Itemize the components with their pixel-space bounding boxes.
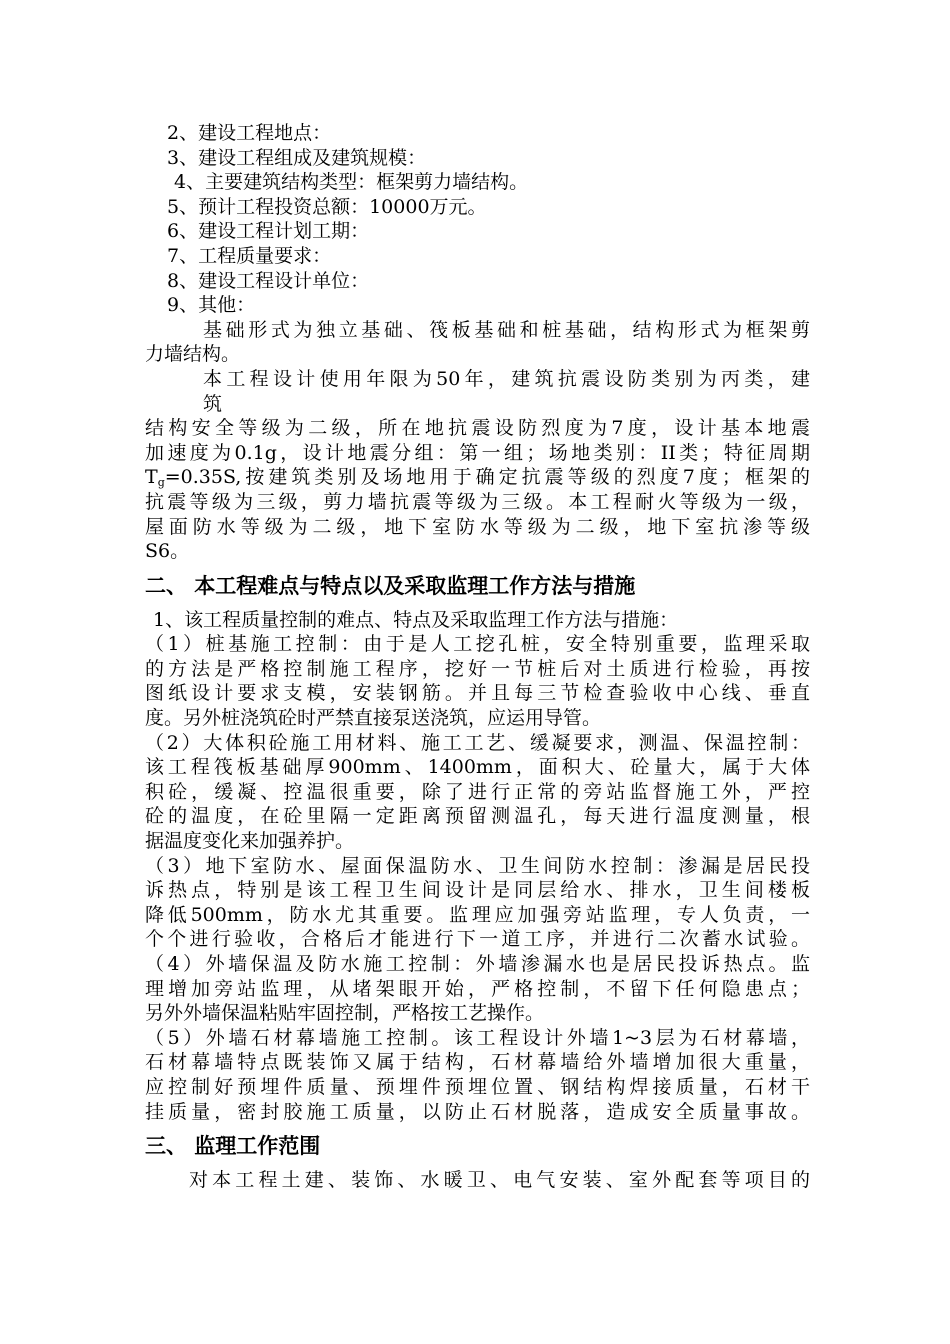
item-composition: 3、建设工程组成及建筑规模： xyxy=(167,146,427,169)
paragraph-line: 个个进行验收，合格后才能进行下一道工序，并进行二次蓄水试验。 xyxy=(145,928,810,951)
paragraph-line: 理增加旁站监理，从堵架眼开始，严格控制，不留下任何隐患点； xyxy=(145,977,810,1000)
item-location: 2、建设工程地点： xyxy=(167,122,332,144)
paragraph-line: 降低500mm，防水尤其重要。监理应加强旁站监理，专人负责，一 xyxy=(145,903,810,926)
paragraph-line: 加速度为0.1g，设计地震分组：第一组；场地类别：II类；特征周期 xyxy=(145,441,810,464)
paragraph-line: 度。另外桩浇筑砼时严禁直接泵送浇筑，应运用导管。 xyxy=(145,707,602,730)
period-subscript: g xyxy=(157,476,165,490)
paragraph-line: （2）大体积砼施工用材料、施工工艺、缓凝要求，测温、保温控制： xyxy=(145,731,810,754)
paragraph-line: （3）地下室防水、屋面保温防水、卫生间防水控制：渗漏是居民投 xyxy=(145,854,810,877)
paragraph-text: =0.35S,按建筑类别及场地用于确定抗震等级的烈度7度；框架的 xyxy=(164,466,810,489)
paragraph-line: 抗震等级为三级，剪力墙抗震等级为三级。本工程耐火等级为一级， xyxy=(145,490,810,513)
paragraph-line: 据温度变化来加强养护。 xyxy=(145,830,355,853)
paragraph-line: 屋面防水等级为二级，地下室防水等级为二级，地下室抗渗等级 xyxy=(145,515,810,538)
paragraph-line: 力墙结构。 xyxy=(145,343,241,366)
paragraph-line: 积砼，缓凝、控温很重要，除了进行正常的旁站监督施工外，严控 xyxy=(145,780,810,803)
item-schedule: 6、建设工程计划工期： xyxy=(167,220,370,243)
paragraph-line: 该工程筏板基础厚900mm、1400mm，面积大、砼量大，属于大体 xyxy=(145,756,810,779)
document-body xyxy=(145,121,810,1193)
paragraph-line: S6。 xyxy=(145,540,190,563)
subsection-intro: 1、该工程质量控制的难点、特点及采取监理工作方法与措施： xyxy=(153,608,679,631)
item-other: 9、其他： xyxy=(167,294,256,317)
section-heading-scope: 三、 监理工作范围 xyxy=(145,1134,321,1159)
paragraph-line: 基础形式为独立基础、筏板基础和桩基础，结构形式为框架剪 xyxy=(203,318,810,341)
paragraph-line: 本工程设计使用年限为50年，建筑抗震设防类别为丙类，建 xyxy=(203,367,810,390)
item-investment: 5、预计工程投资总额：10000万元。 xyxy=(167,195,487,218)
paragraph-line: （5）外墙石材幕墙施工控制。该工程设计外墙1~3层为石材幕墙， xyxy=(145,1026,810,1049)
paragraph-line: （4）外墙保温及防水施工控制：外墙渗漏水也是居民投诉热点。监 xyxy=(145,953,810,975)
section-heading-difficulties: 二、 本工程难点与特点以及采取监理工作方法与措施 xyxy=(145,573,636,598)
item-quality: 7、工程质量要求： xyxy=(167,244,332,267)
paragraph-line: 石材幕墙特点既装饰又属于结构，石材幕墙给外墙增加很大重量， xyxy=(145,1051,810,1074)
paragraph-line: 应控制好预埋件质量、预埋件预埋位置、钢结构焊接质量，石材干 xyxy=(145,1075,810,1098)
paragraph-line: （1）桩基施工控制：由于是人工挖孔桩，安全特别重要，监理采取 xyxy=(145,633,810,656)
paragraph-line: 砼的温度，在砼里隔一定距离预留测温孔，每天进行温度测量，根 xyxy=(145,805,810,828)
item-designer: 8、建设工程设计单位： xyxy=(167,269,370,292)
paragraph-line: 挂质量，密封胶施工质量，以防止石材脱落，造成安全质量事故。 xyxy=(145,1100,810,1123)
paragraph-line: 诉热点，特别是该工程卫生间设计是同层给水、排水，卫生间楼板 xyxy=(145,879,810,902)
paragraph-line: 图纸设计要求支模，安装钢筋。并且每三节检查验收中心线、垂直 xyxy=(145,682,810,705)
paragraph-line: 对本工程土建、装饰、水暖卫、电气安装、室外配套等项目的 xyxy=(189,1169,810,1192)
item-structure-type: 4、主要建筑结构类型：框架剪力墙结构。 xyxy=(174,171,529,194)
paragraph-line: 结构安全等级为二级，所在地抗震设防烈度为7度，设计基本地震 xyxy=(145,417,810,440)
paragraph-line: 另外外墙保温粘贴牢固控制，严格按工艺操作。 xyxy=(145,1002,545,1025)
period-symbol: T xyxy=(145,466,158,489)
paragraph-line-subscript xyxy=(145,465,810,490)
paragraph-line: 的方法是严格控制施工程序，挖好一节桩后对土质进行检验，再按 xyxy=(145,657,810,680)
paragraph-line: 筑 xyxy=(203,392,223,415)
